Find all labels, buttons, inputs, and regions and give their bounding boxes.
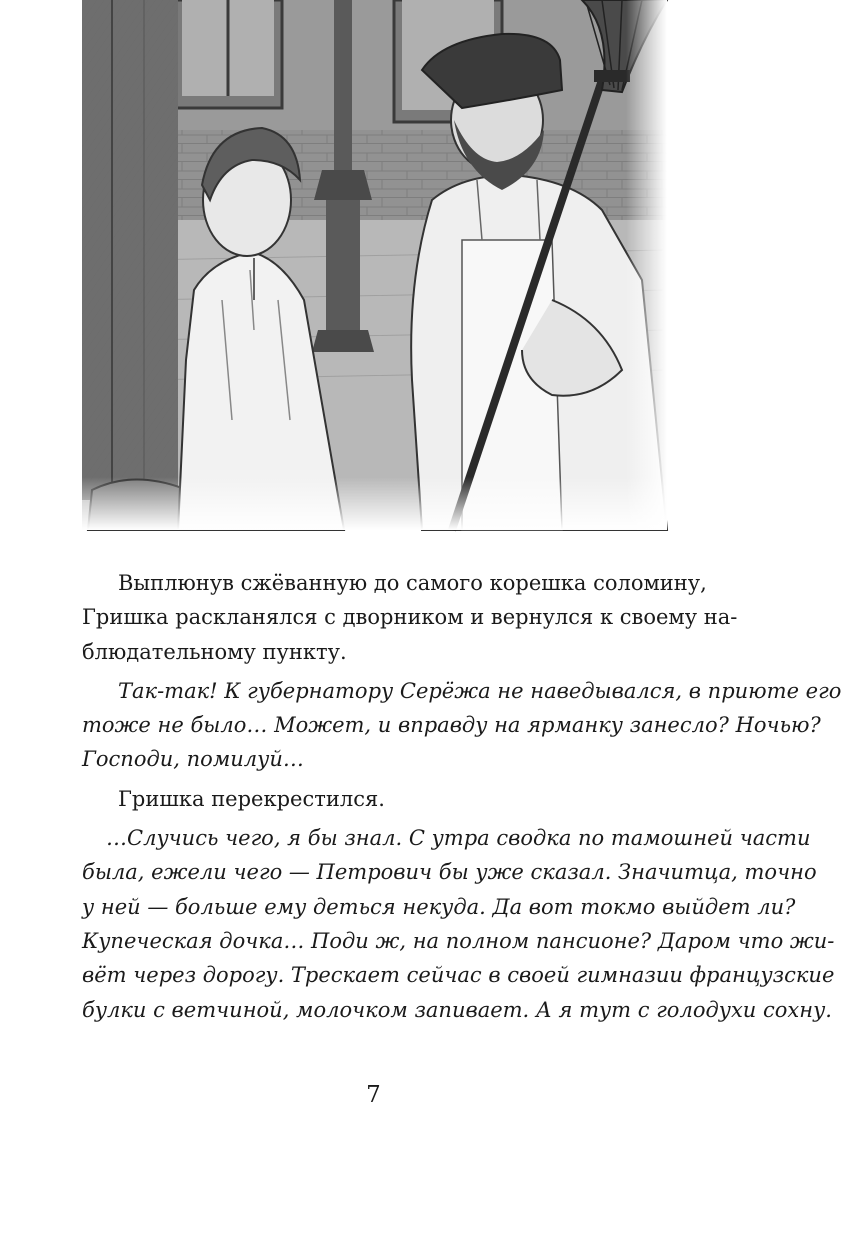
text-line: Так-так! К губернатору Серёжа не наведывался, в приюте его <box>118 678 841 703</box>
text-line: тоже не было… Может, и вправду на ярманку занесло? Ночью? <box>82 713 821 738</box>
text-line: Господи, помилуй… <box>82 747 304 772</box>
text-line: Гришка раскланялся с дворником и вернулся к своему на- <box>82 605 738 630</box>
text-line: была, ежели чего — Петрович бы уже сказал. Значитца, точно <box>82 860 817 885</box>
text-line: Гришка перекрестился. <box>118 786 385 811</box>
text-line: …Случись чего, я бы знал. С утра сводка по тамошней части <box>106 826 811 851</box>
paragraph <box>82 566 738 669</box>
paragraph-italic <box>82 674 841 777</box>
paragraph <box>82 782 670 816</box>
paragraph-italic <box>82 821 835 1027</box>
illustration <box>82 0 667 530</box>
text-line: Купеческая дочка… Поди ж, на полном пансионе? Даром что жи- <box>82 928 835 953</box>
text-line: Выплюнув сжёванную до самого корешка соломину, <box>118 571 707 595</box>
text-line: булки с ветчиной, молочком запивает. А я тут с голодухи сохну. <box>82 997 832 1022</box>
body-text <box>82 566 841 1027</box>
text-line: вёт через дорогу. Трескает сейчас в своей гимназии французские <box>82 963 835 988</box>
page-number: 7 <box>366 1082 381 1108</box>
text-line: у ней — больше ему деться некуда. Да вот токмо выйдет ли? <box>82 894 796 919</box>
boy-and-janitor-drawing <box>82 0 667 530</box>
text-line: блюдательному пункту. <box>82 639 347 664</box>
